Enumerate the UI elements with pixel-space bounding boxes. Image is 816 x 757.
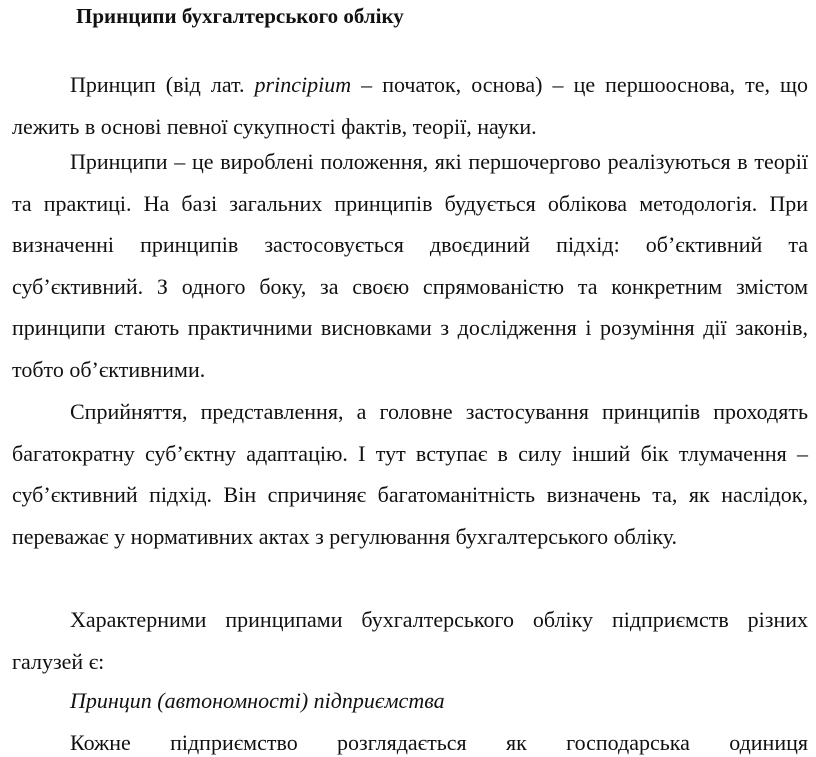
paragraph-text: Принцип (від лат. xyxy=(70,72,255,97)
paragraph-clip xyxy=(12,722,808,757)
paragraph-enterprise-unit: Кожне підприємство розглядається як господарська одиниця xyxy=(70,730,808,755)
paragraph-subjective-approach: Сприйняття, представлення, а головне застосування принципів проходять багатократну суб’єктну адаптацію. І тут вступає в силу інший бік тлумачення – суб’єктивний підхід. Він спричиняє багатоманітність визначень та, як наслідок, переважає у нормативних актах з регулювання бухгалтерського обліку. xyxy=(12,399,808,549)
latin-term: principium xyxy=(254,72,352,97)
paragraph-characteristic-principles: Характерними принципами бухгалтерського обліку підприємств різних галузей є: xyxy=(12,607,808,674)
paragraph-text: – початок, основа) – це першооснова, те, що лежить в основі певної сукупності фактів, теорії, науки. xyxy=(12,72,808,139)
document-title: Принципи бухгалтерського обліку xyxy=(76,4,404,28)
subheading-enterprise-autonomy: Принцип (автономності) підприємства xyxy=(70,688,445,713)
paragraph-principle-definition xyxy=(12,64,808,147)
paragraph-principles-positions: Принципи – це вироблені положення, які першочергово реалізуються в теорії та практиці. На базі загальних принципів будується облікова методологія. При визначенні принципів застосовується двоєдиний підхід: об’єктивний та суб’єктивний. З одного боку, за своєю спрямованістю та конкретним змістом принципи стають практичними висновками з дослідження і розуміння дії законів, тобто об’єктивними. xyxy=(12,149,808,382)
